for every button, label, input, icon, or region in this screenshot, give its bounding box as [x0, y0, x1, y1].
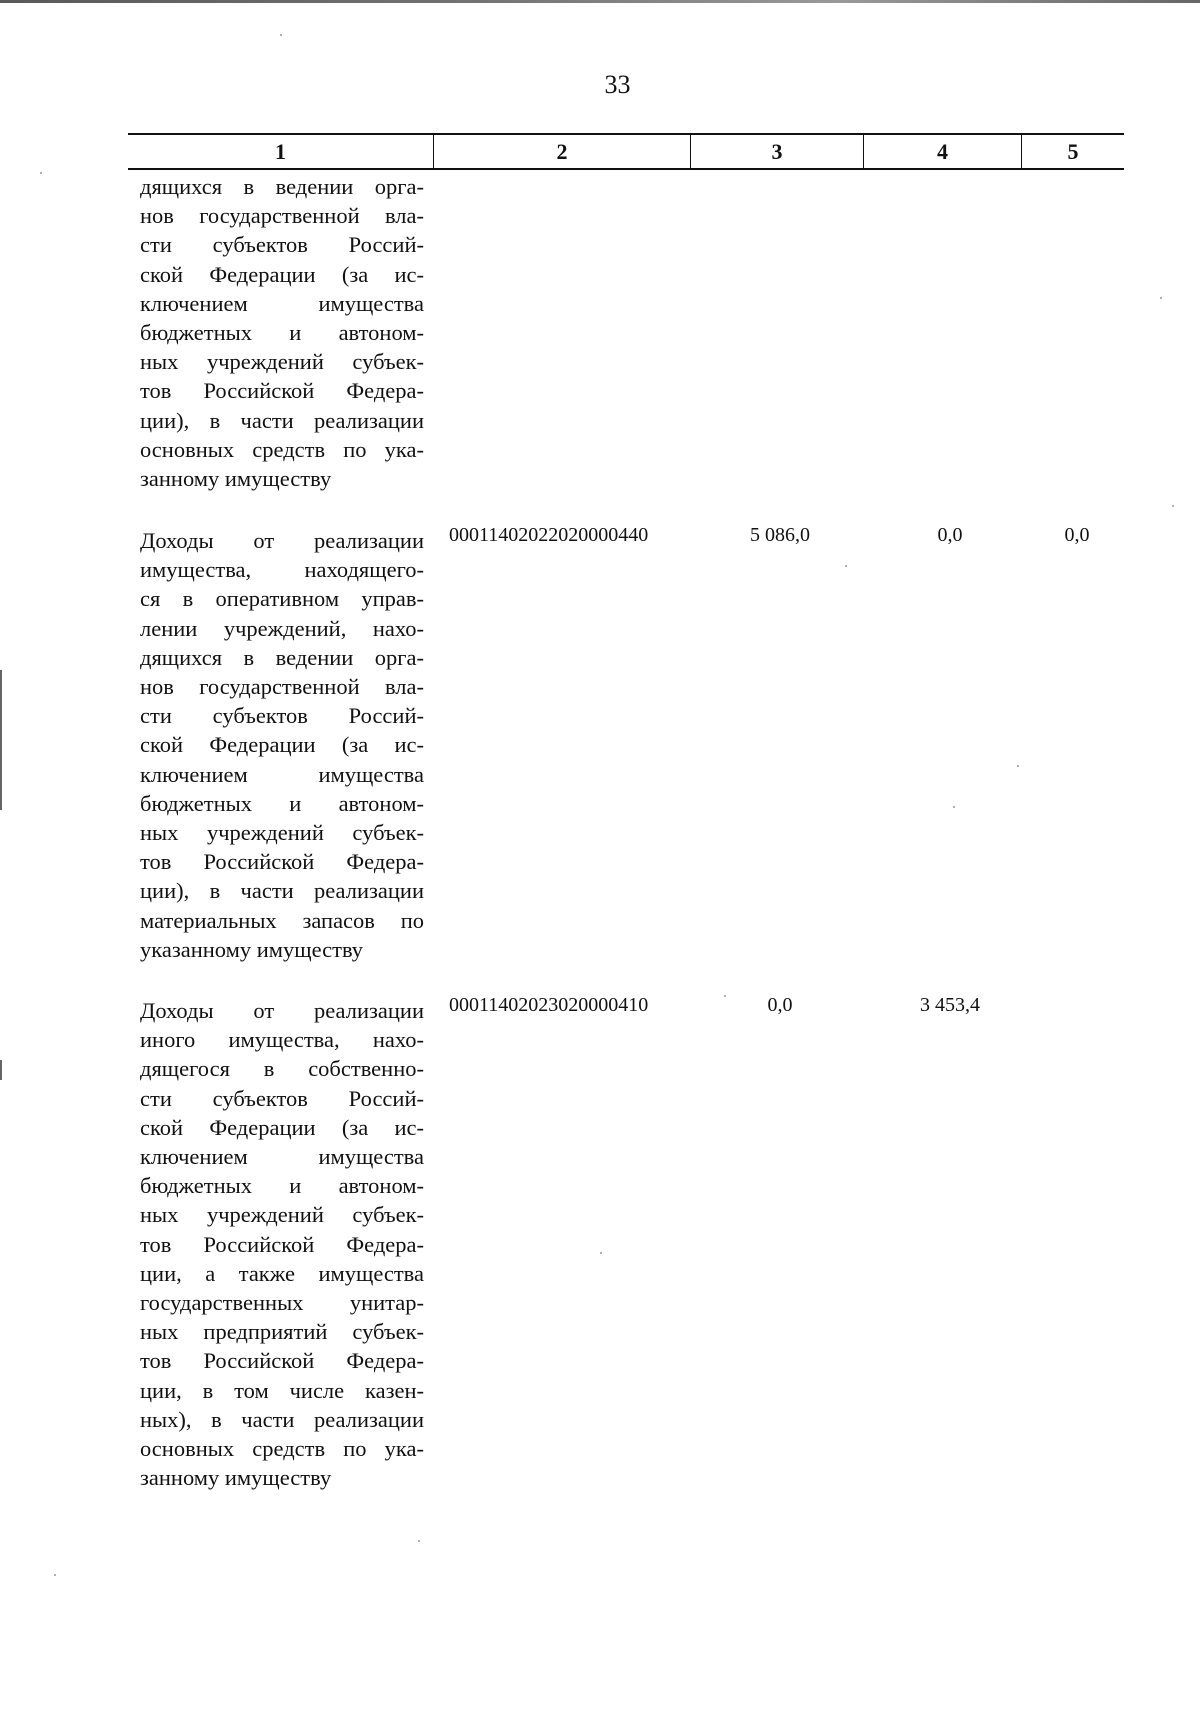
description-line: ции), в части реализации [140, 878, 424, 904]
header-col-5: 5 [1067, 139, 1079, 164]
header-col-3: 3 [771, 139, 783, 164]
description-line: нов государственной вла- [140, 203, 424, 229]
row-1-col-4: 0,0 [937, 524, 963, 546]
scan-edge-top [0, 0, 1200, 3]
description-line: ской Федерации (за ис- [140, 261, 424, 287]
row-2-code: 00011402023020000410 [449, 994, 649, 1016]
row-1-col-3: 5 086,0 [750, 524, 810, 546]
row-2-description [140, 996, 424, 1492]
description-line: дящегося в собственно- [140, 1056, 424, 1082]
description-line: сти субъектов Россий- [140, 232, 424, 258]
description-line: тов Российской Федера- [140, 1231, 424, 1257]
description-line: ных учреждений субъек- [140, 1202, 424, 1228]
description-line: дящихся в ведении орга- [140, 174, 424, 199]
description-line: ции, а также имущества [140, 1260, 424, 1286]
scan-speck [1172, 505, 1174, 507]
scan-speck [40, 172, 42, 174]
header-col-2: 2 [556, 139, 568, 164]
description-line: нов государственной вла- [140, 674, 424, 700]
row-1-col-5: 0,0 [1064, 524, 1090, 546]
description-line: Доходы от реализации [140, 528, 424, 553]
header-col-1: 1 [275, 139, 286, 164]
scan-speck [54, 1574, 56, 1576]
description-line: дящихся в ведении орга- [140, 644, 424, 670]
description-line: материальных запасов по [140, 907, 424, 933]
description-line: Доходы от реализации [140, 998, 424, 1023]
continuation-description [140, 172, 424, 493]
row-1-description [140, 526, 424, 964]
description-line: занному имуществу [140, 1465, 332, 1491]
description-line: ных учреждений субъек- [140, 349, 424, 375]
description-line: ключением имущества [140, 290, 424, 316]
scan-speck [845, 565, 847, 567]
header-col-4: 4 [937, 139, 948, 164]
scan-speck [1160, 297, 1162, 299]
scan-speck [1017, 765, 1019, 767]
description-line: тов Российской Федера- [140, 378, 424, 404]
description-line: тов Российской Федера- [140, 849, 424, 875]
scan-edge-left [0, 1060, 2, 1080]
description-line: бюджетных и автоном- [140, 1173, 424, 1199]
table-header [128, 133, 1124, 170]
description-line: ных предприятий субъек- [140, 1319, 424, 1345]
description-line: ключением имущества [140, 1144, 424, 1170]
scan-speck [280, 34, 282, 36]
page-number: 33 [604, 70, 631, 99]
scan-speck [724, 995, 726, 997]
description-line: занному имуществу [140, 466, 332, 492]
description-line: иного имущества, нахо- [140, 1027, 424, 1053]
description-line: ской Федерации (за ис- [140, 1114, 424, 1140]
description-line: ключением имущества [140, 761, 424, 787]
description-line: бюджетных и автоном- [140, 320, 424, 346]
scan-edge-left [0, 670, 2, 810]
description-line: основных средств по ука- [140, 1436, 424, 1462]
description-line: тов Российской Федера- [140, 1348, 424, 1374]
row-1-code: 00011402022020000440 [449, 524, 649, 546]
description-line: государственных унитар- [140, 1290, 424, 1316]
scan-speck [418, 1540, 420, 1542]
description-line: указанному имуществу [140, 936, 364, 962]
description-line: имущества, находящего- [140, 557, 424, 583]
scan-speck [953, 806, 955, 808]
description-line: ся в оперативном управ- [140, 586, 424, 612]
row-2-col-3: 0,0 [767, 994, 793, 1016]
description-line: лении учреждений, нахо- [140, 615, 424, 641]
description-line: сти субъектов Россий- [140, 1085, 424, 1111]
description-line: ской Федерации (за ис- [140, 732, 424, 758]
description-line: основных средств по ука- [140, 436, 424, 462]
row-2-col-4: 3 453,4 [920, 994, 980, 1016]
description-line: ции, в том числе казен- [140, 1377, 424, 1403]
description-line: ных учреждений субъек- [140, 820, 424, 846]
description-line: бюджетных и автоном- [140, 790, 424, 816]
scan-speck [600, 1252, 602, 1254]
description-line: ции), в части реализации [140, 407, 424, 433]
description-line: сти субъектов Россий- [140, 703, 424, 729]
description-line: ных), в части реализации [140, 1406, 424, 1432]
